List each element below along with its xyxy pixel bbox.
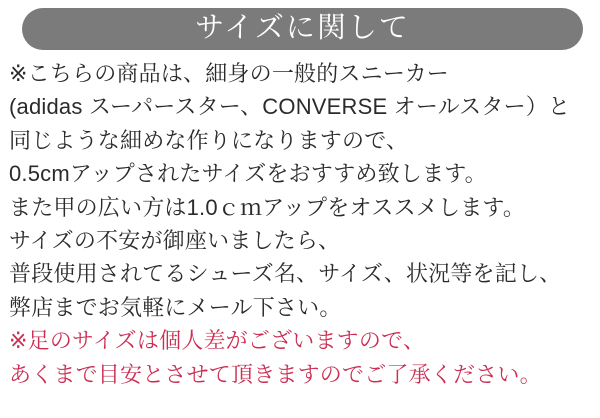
body-text-line: 0.5cmアップされたサイズをおすすめ致します。: [9, 161, 487, 187]
body-text-line: 普段使用されてるシューズ名、サイズ、状況等を記し、: [9, 261, 562, 287]
size-header-title: サイズに関して: [195, 11, 410, 44]
size-header-bar: [22, 8, 583, 50]
body-text-line: (adidas スーパースター、CONVERSE オールスター）と: [9, 94, 571, 120]
body-text-line: ※こちらの商品は、細身の一般的スニーカー: [9, 61, 449, 86]
body-text-line: 弊店までお気軽にメール下さい。: [9, 294, 342, 320]
body-text-line: また甲の広い方は1.0ｃｍアップをオススメします。: [9, 194, 526, 220]
notice-text-line: あくまで目安とさせて頂きますのでご了承ください。: [9, 361, 542, 387]
body-text-line: サイズの不安が御座いましたら、: [9, 228, 341, 254]
body-text-line: 同じような細めな作りになりますので、: [9, 127, 409, 153]
notice-text-line: ※足のサイズは個人差がございますので、: [9, 328, 426, 354]
size-description: [9, 57, 597, 391]
